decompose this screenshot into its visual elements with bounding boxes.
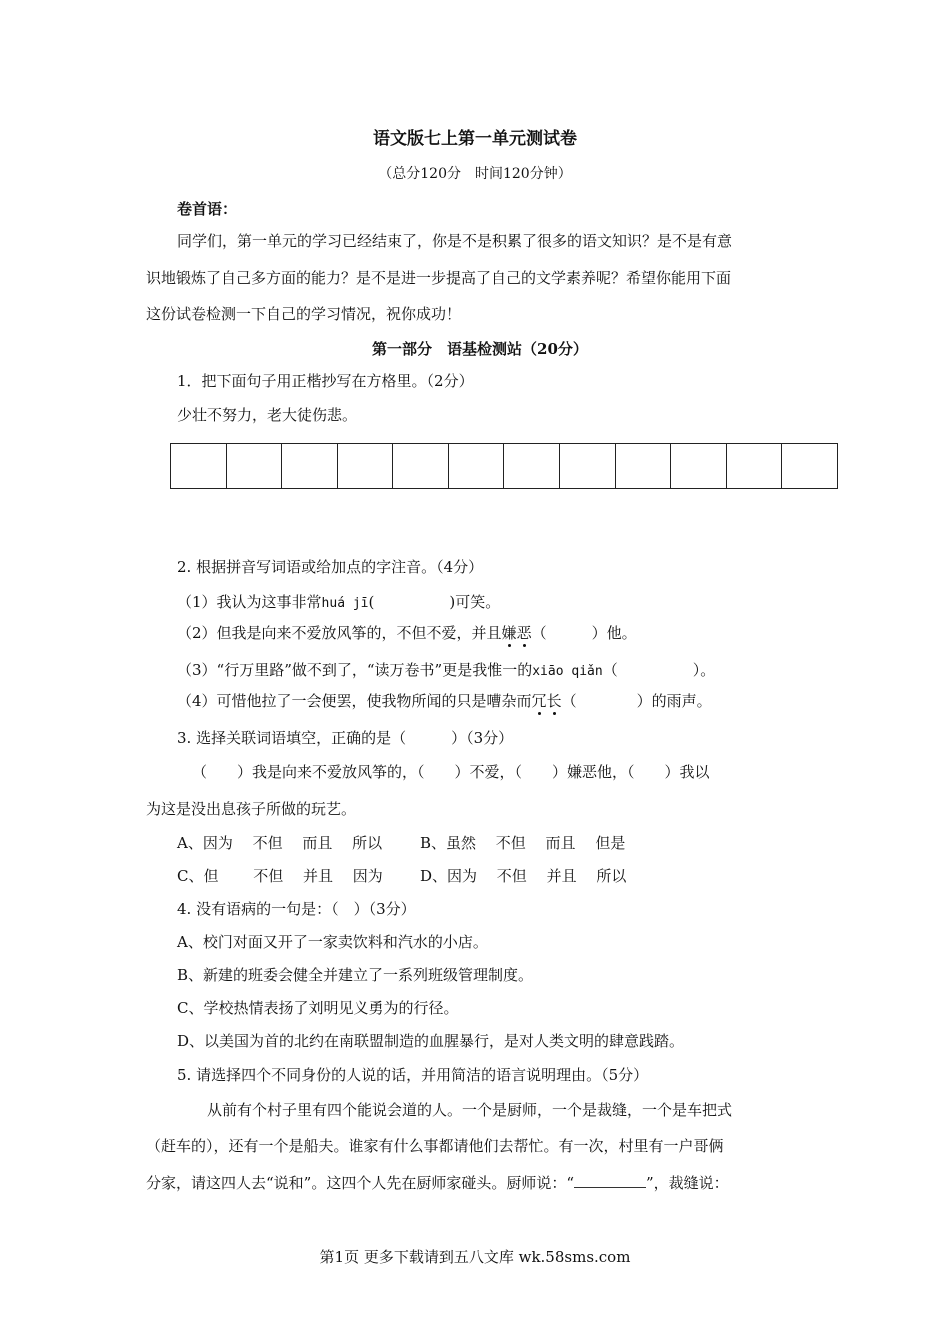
q1-sentence: 少壮不努力，老大徒伤悲。 — [177, 406, 358, 424]
answer-blank[interactable] — [574, 1173, 646, 1188]
grid-cell[interactable] — [393, 444, 449, 488]
q4-option-b[interactable]: B、新建的班委会健全并建立了一系列班级管理制度。 — [177, 966, 534, 984]
grid-cell[interactable] — [616, 444, 672, 488]
q2-item-3-text: （3）“行万里路”做不到了，“读万卷书”更是我惟一的 — [177, 661, 533, 679]
q2-item-4-text: （4）可惜他拉了一会便罢，使我物所闻的只是嘈杂而 — [177, 692, 532, 710]
section-heading: 第一部分 语基检测站（20分） — [372, 340, 588, 358]
page-subtitle: （总分120分 时间120分钟） — [378, 166, 572, 182]
q5-line — [146, 1172, 729, 1193]
q4-option-c[interactable]: C、学校热情表扬了刘明见义勇为的行径。 — [177, 999, 459, 1017]
q4-option-a[interactable]: A、校门对面又开了一家卖饮料和汽水的小店。 — [177, 933, 488, 951]
q2-item-3 — [177, 659, 715, 680]
q2-item-4 — [177, 690, 712, 711]
grid-cell[interactable] — [449, 444, 505, 488]
pinyin: huá jī — [321, 596, 369, 611]
q5-line3-tail: ”，裁缝说： — [646, 1174, 729, 1192]
grid-cell[interactable] — [727, 444, 783, 488]
answer-blank[interactable]: （ ）的雨声。 — [561, 692, 712, 710]
grid-cell[interactable] — [171, 444, 227, 488]
answer-blank[interactable]: （ ）。 — [602, 661, 716, 679]
q2-item-2 — [177, 622, 637, 643]
q2-item-1 — [177, 591, 500, 612]
q3-line: （ ）我是向来不爱放风筝的，（ ）不爱，（ ）嫌恶他，（ ）我以 — [192, 763, 710, 781]
q5-line3-text: 分家，请这四人去“说和”。这四个人先在厨师家碰头。厨师说：“ — [146, 1174, 575, 1192]
q2-prompt: 2. 根据拼音写词语或给加点的字注音。（4分） — [177, 558, 484, 576]
q5-prompt: 5. 请选择四个不同身份的人说的话，并用简洁的语言说明理由。（5分） — [177, 1066, 649, 1084]
q1-prompt: 1．把下面句子用正楷抄写在方格里。（2分） — [177, 372, 474, 390]
grid-cell[interactable] — [338, 444, 394, 488]
page-title: 语文版七上第一单元测试卷 — [373, 129, 577, 149]
q3-option-a[interactable]: A、因为 不但 而且 所以 — [177, 834, 383, 852]
dotted-char: 嫌 — [501, 624, 517, 642]
q2-item-2-text: （2）但我是向来不爱放风筝的，不但不爱，并且 — [177, 624, 502, 642]
dotted-char: 长 — [546, 692, 562, 710]
q5-line: 从前有个村子里有四个能说会道的人。一个是厨师，一个是裁缝，一个是车把式 — [207, 1101, 733, 1119]
preface-line: 识地锻炼了自己多方面的能力？是不是进一步提高了自己的文学素养呢？希望你能用下面 — [146, 269, 732, 287]
dotted-char: 冗 — [531, 692, 547, 710]
preface-line: 这份试卷检测一下自己的学习情况，祝你成功！ — [146, 305, 462, 323]
grid-cell[interactable] — [504, 444, 560, 488]
writing-grid — [170, 443, 838, 489]
q3-line: 为这是没出息孩子所做的玩艺。 — [146, 800, 357, 818]
grid-cell[interactable] — [671, 444, 727, 488]
q4-prompt: 4. 没有语病的一句是：（ ）（3分） — [177, 900, 416, 918]
grid-cell[interactable] — [560, 444, 616, 488]
dotted-char: 恶 — [516, 624, 532, 642]
answer-blank[interactable]: （ ）他。 — [531, 624, 637, 642]
q5-line: （赶车的），还有一个是船夫。谁家有什么事都请他们去帮忙。有一次，村里有一户哥俩 — [146, 1137, 724, 1155]
grid-cell[interactable] — [782, 444, 837, 488]
q3-option-b[interactable]: B、虽然 不但 而且 但是 — [420, 834, 626, 852]
answer-blank[interactable]: ( )可笑。 — [368, 593, 501, 611]
q4-option-d[interactable]: D、以美国为首的北约在南联盟制造的血腥暴行，是对人类文明的肆意践踏。 — [177, 1032, 685, 1050]
preface-label: 卷首语： — [177, 200, 238, 218]
grid-cell[interactable] — [227, 444, 283, 488]
page-footer: 第1页 更多下载请到五八文库 wk.58sms.com — [319, 1248, 631, 1266]
q2-item-1-text: （1）我认为这事非常 — [177, 593, 322, 611]
preface-line: 同学们，第一单元的学习已经结束了，你是不是积累了很多的语文知识？是不是有意 — [177, 232, 733, 250]
q3-option-d[interactable]: D、因为 不但 并且 所以 — [420, 867, 627, 885]
pinyin: xiāo qiǎn — [532, 664, 603, 679]
q3-option-c[interactable]: C、但 不但 并且 因为 — [177, 867, 383, 885]
q3-prompt: 3. 选择关联词语填空，正确的是（ ）（3分） — [177, 729, 514, 747]
grid-cell[interactable] — [282, 444, 338, 488]
